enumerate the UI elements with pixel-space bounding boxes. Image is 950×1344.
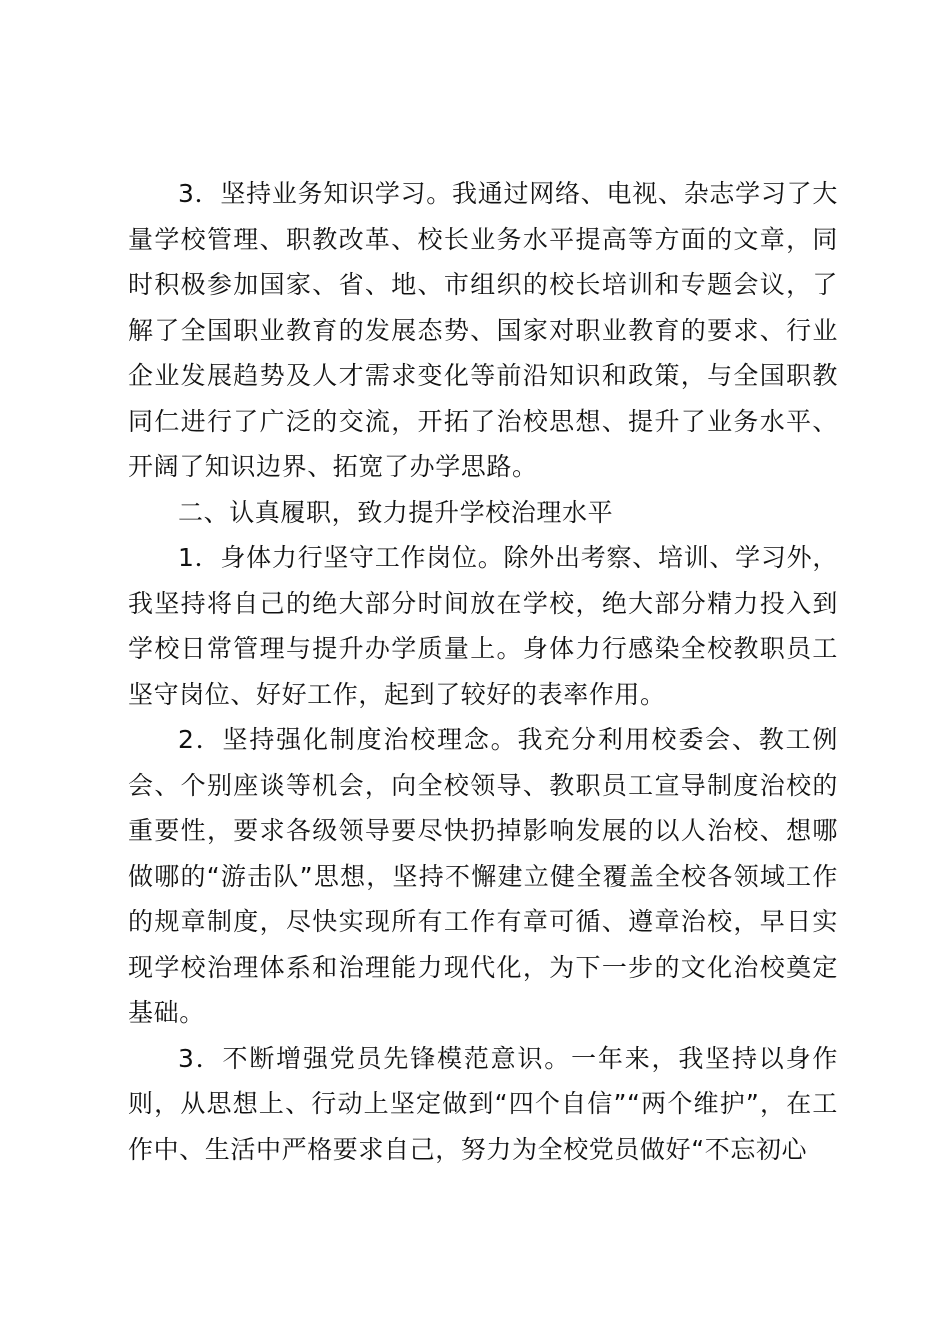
section-heading-2: 二、认真履职，致力提升学校治理水平 bbox=[178, 497, 614, 527]
document-body bbox=[128, 171, 838, 1172]
paragraph-stick-to-post: 1．身体力行坚守工作岗位。除外出考察、培训、学习外，我坚持将自己的绝大部分时间放在学校，绝大部分精力投入到学校日常管理与提升办学质量上。身体力行感染全校教职员工坚守岗位、好好工作，起到了较好的表率作用。 bbox=[128, 543, 838, 709]
paragraph-system-governance: 2．坚持强化制度治校理念。我充分利用校委会、教工例会、个别座谈等机会，向全校领导、教职员工宣导制度治校的重要性，要求各级领导要尽快扔掉影响发展的以人治校、想哪做哪的“游击队”思想，坚持不懈建立健全覆盖全校各领域工作的规章制度，尽快实现所有工作有章可循、遵章治校，早日实现学校治理体系和治理能力现代化，为下一步的文化治校奠定基础。 bbox=[128, 725, 838, 1027]
paragraph-business-study: 3．坚持业务知识学习。我通过网络、电视、杂志学习了大量学校管理、职教改革、校长业务水平提高等方面的文章，同时积极参加国家、省、地、市组织的校长培训和专题会议，了解了全国职业教育的发展态势、国家对职业教育的要求、行业企业发展趋势及人才需求变化等前沿知识和政策，与全国职教同仁进行了广泛的交流，开拓了治校思想、提升了业务水平、开阔了知识边界、拓宽了办学思路。 bbox=[128, 179, 838, 481]
paragraph-party-member-awareness: 3．不断增强党员先锋模范意识。一年来，我坚持以身作则，从思想上、行动上坚定做到“四个自信”“两个维护”，在工作中、生活中严格要求自己，努力为全校党员做好“不忘初心 bbox=[128, 1043, 838, 1164]
